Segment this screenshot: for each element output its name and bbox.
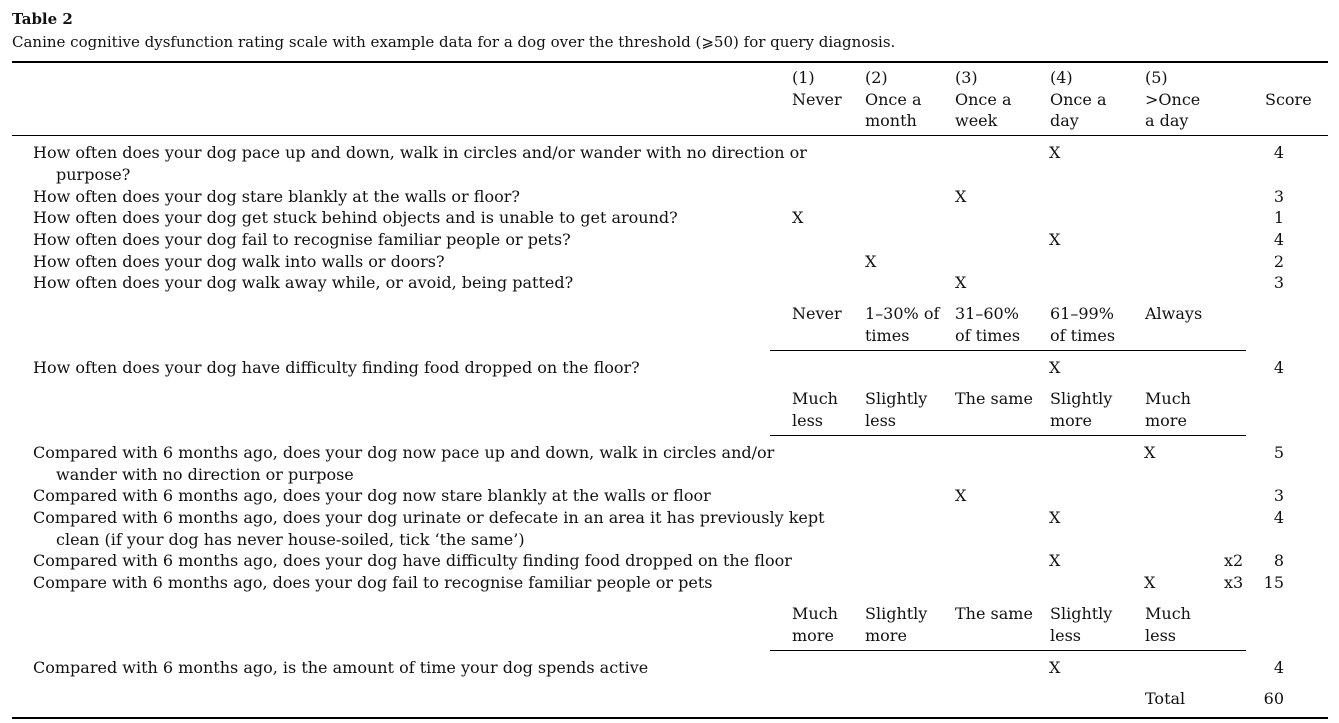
header-score: Score xyxy=(1265,90,1312,109)
answer-mark: X xyxy=(1049,551,1061,570)
header-rule xyxy=(12,135,1328,136)
table-title: Table 2 xyxy=(12,10,73,28)
answer-mark: X xyxy=(955,273,967,292)
row-score: 2 xyxy=(1273,252,1284,271)
table-caption: Canine cognitive dysfunction rating scale with example data for a dog over the threshold (⩾50) for query diagnosis. xyxy=(12,33,896,51)
sub-rule-1 xyxy=(770,350,1246,351)
answer-mark: X xyxy=(955,486,967,505)
multiplier: x2 xyxy=(1224,551,1244,570)
answer-mark: X xyxy=(865,252,877,271)
row-score: 4 xyxy=(1273,358,1284,377)
sub-rule-3 xyxy=(770,650,1246,651)
row-score: 5 xyxy=(1273,443,1284,462)
row-score: 4 xyxy=(1273,658,1284,677)
top-rule xyxy=(12,61,1328,63)
answer-mark: X xyxy=(955,187,967,206)
sub-rule-2 xyxy=(770,435,1246,436)
answer-mark: X xyxy=(1049,508,1061,527)
answer-mark: X xyxy=(1049,358,1061,377)
row-score: 4 xyxy=(1273,230,1284,249)
answer-mark: X xyxy=(1144,573,1156,592)
row-score: 4 xyxy=(1273,143,1284,162)
row-score: 1 xyxy=(1273,208,1284,227)
row-score: 3 xyxy=(1273,486,1284,505)
answer-mark: X xyxy=(1049,143,1061,162)
answer-mark: X xyxy=(1144,443,1156,462)
answer-mark: X xyxy=(1049,230,1061,249)
row-score: 4 xyxy=(1273,508,1284,527)
row-score: 8 xyxy=(1273,551,1284,570)
total-label: Total xyxy=(1145,689,1186,708)
total-value: 60 xyxy=(1263,689,1284,708)
row-score: 3 xyxy=(1273,187,1284,206)
row-score: 15 xyxy=(1263,573,1284,592)
answer-mark: X xyxy=(1049,658,1061,677)
answer-mark: X xyxy=(792,208,804,227)
multiplier: x3 xyxy=(1224,573,1244,592)
bottom-rule xyxy=(12,717,1328,719)
row-score: 3 xyxy=(1273,273,1284,292)
